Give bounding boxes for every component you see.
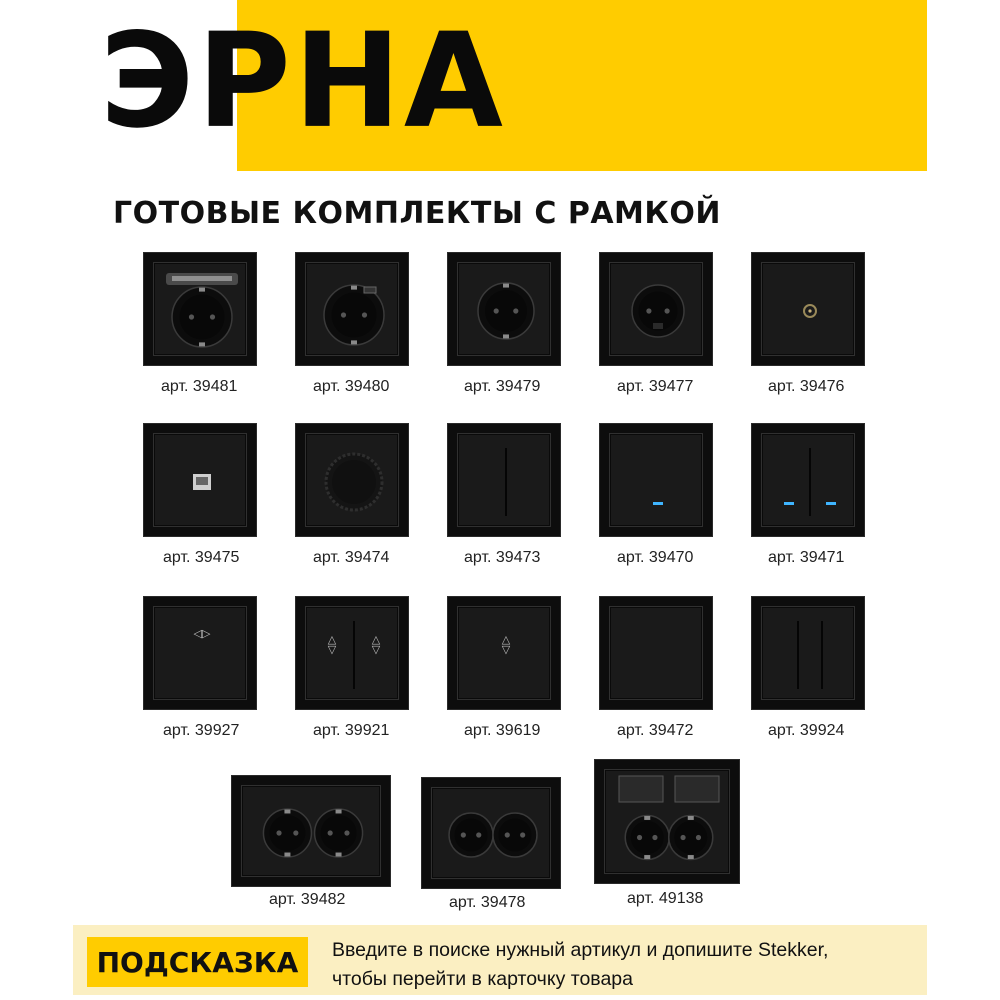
product-article: арт. 39475 — [163, 549, 240, 566]
product-article: арт. 39924 — [768, 722, 845, 739]
product-article: арт. 39479 — [464, 378, 541, 395]
hint-line-1: Введите в поиске нужный артикул и допишите Stekker, — [332, 939, 829, 961]
dimmer-icon — [305, 433, 399, 527]
product-article: арт. 39480 — [313, 378, 390, 395]
svg-text:▽: ▽ — [501, 643, 511, 656]
product-article: арт. 39471 — [768, 549, 845, 566]
product-image — [295, 423, 409, 537]
double-socket-icon — [241, 785, 381, 877]
svg-text:△: △ — [371, 633, 381, 646]
switch-1-led-icon — [609, 433, 703, 527]
product-image — [295, 252, 409, 366]
product-article: арт. 39476 — [768, 378, 845, 395]
product-article: арт. 39482 — [269, 891, 346, 908]
socket-icon — [457, 262, 551, 356]
svg-text:▽: ▽ — [371, 643, 381, 656]
hint-line-2: чтобы перейти в карточку товара — [332, 968, 633, 990]
switch-2-cross-icon — [305, 606, 399, 700]
svg-text:△: △ — [501, 633, 511, 646]
product-image — [295, 596, 409, 710]
product-image — [231, 775, 391, 887]
brand-title: ЭРНА — [100, 5, 506, 158]
switch-1-icon — [609, 606, 703, 700]
section-title: ГОТОВЫЕ КОМПЛЕКТЫ С РАМКОЙ — [113, 196, 722, 231]
hint-label: ПОДСКАЗКА — [87, 937, 308, 987]
double-socket-lid-icon — [604, 769, 730, 874]
svg-text:△: △ — [327, 633, 337, 646]
socket-usb-icon — [305, 262, 399, 356]
product-image — [751, 423, 865, 537]
product-article: арт. 39472 — [617, 722, 694, 739]
product-article: арт. 39477 — [617, 378, 694, 395]
product-article: арт. 39474 — [313, 549, 390, 566]
product-article: арт. 39470 — [617, 549, 694, 566]
socket-plain-icon — [609, 262, 703, 356]
product-image — [421, 777, 561, 889]
product-image — [143, 596, 257, 710]
product-image — [143, 252, 257, 366]
switch-2-led-icon — [761, 433, 855, 527]
product-image — [447, 252, 561, 366]
product-image — [751, 252, 865, 366]
product-article: арт. 39619 — [464, 722, 541, 739]
switch-1-passthrough-icon — [153, 606, 247, 700]
product-image — [599, 596, 713, 710]
product-article: арт. 49138 — [627, 890, 704, 907]
socket-lid-icon — [153, 262, 247, 356]
svg-text:▽: ▽ — [327, 643, 337, 656]
product-article: арт. 39478 — [449, 894, 526, 911]
product-image — [751, 596, 865, 710]
product-image — [143, 423, 257, 537]
svg-text:◁▷: ◁▷ — [193, 627, 211, 640]
switch-2-icon — [457, 433, 551, 527]
product-image — [599, 252, 713, 366]
product-image — [447, 596, 561, 710]
double-socket-plain-icon — [431, 787, 551, 879]
product-article: арт. 39473 — [464, 549, 541, 566]
hint-text — [332, 936, 922, 994]
switch-1-cross-icon — [457, 606, 551, 700]
product-article: арт. 39921 — [313, 722, 390, 739]
product-image — [594, 759, 740, 884]
rj45-outlet-icon — [153, 433, 247, 527]
switch-3-icon — [761, 606, 855, 700]
tv-outlet-icon — [761, 262, 855, 356]
product-article: арт. 39481 — [161, 378, 238, 395]
product-image — [447, 423, 561, 537]
product-image — [599, 423, 713, 537]
product-article: арт. 39927 — [163, 722, 240, 739]
